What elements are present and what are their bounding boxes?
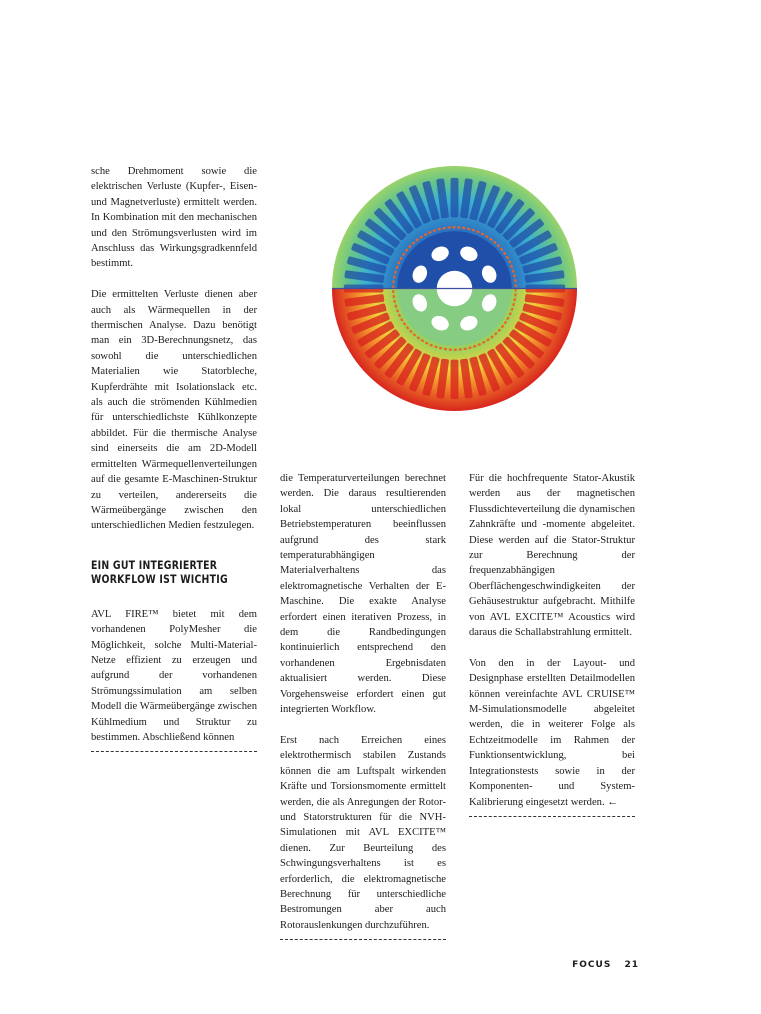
page-footer — [572, 960, 639, 970]
paragraph: Erst nach Erreichen eines elektrothermisch stabilen Zustands können die am Luftspalt wirkenden Kräfte und Torsionsmomente ermittelt werden, die als Anregungen der Rotor- und Statorstrukturen für die NVH-Simulationen mit AVL EXCITE™ dienen. Zur Beurteilung des Schwingungsverhaltens ist es erforderlich, die elektromagnetische Berechnung für unterschiedliche Bestromungen aber auch Rotorauslenkungen durchzuführen. — [280, 734, 446, 931]
column-end-rule — [469, 816, 635, 817]
footer-section: FOCUS — [572, 960, 612, 970]
section-heading: EIN GUT INTEGRIERTER WORKFLOW IST WICHTIG — [91, 557, 228, 587]
column-end-rule — [280, 939, 446, 940]
motor-simulation-figure — [331, 165, 578, 412]
text-column-2 — [280, 471, 446, 940]
paragraph: sche Drehmoment sowie die elektrischen Verluste (Kupfer-, Eisen- und Magnetverluste) ermittelt werden. In Kombination mit den mechanischen und den Strömungsverlusten wird im Anschluss das Wirkungsgradkennfeld bestimmt. — [91, 166, 257, 270]
stator-slot — [451, 178, 459, 218]
page-number: 21 — [624, 960, 639, 970]
paragraph: Für die hochfrequente Stator-Akustik werden aus der magnetischen Flussdichteverteilung die dynamischen Zahnkräfte und -momente abgeleitet. Diese werden auf die Stator-Struktur zur Berechnung der frequenzabhängigen Oberflächengeschwindigkeiten der Gehäusestruktur aufgebracht. Mithilfe von AVL EXCITE™ Acoustics wird daraus die Schallabstrahlung ermittelt. — [469, 473, 635, 639]
stator-slot — [451, 360, 459, 400]
text-column-1 — [91, 164, 257, 752]
paragraph: die Temperaturverteilungen berechnet werden. Die daraus resultierenden lokal unterschiedlichen Betriebstemperaturen beeinflussen aufgrund des stark temperaturabhängigen Materialverhaltens das elektromagnetische Verhalten der E-Maschine. Die exakte Analyse erfordert einen iterativen Prozess, in dem die Randbedingungen kontinuierlich entsprechend den vorhandenen Ergebnisdaten aktualisiert werden. Diese Vorgehensweise erfordert einen gut integrierten Workflow. — [280, 473, 446, 716]
column-end-rule — [91, 751, 257, 752]
paragraph: Die ermittelten Verluste dienen aber auch als Wärmequellen in der thermischen Analyse. Dazu benötigt man ein 3D-Berechnungsnetz, das sowohl die unterschiedlichen Materialien wie Statorbleche, Kupferdrähte mit Isolationslack etc. als auch die strömenden Kühlmedien für unterschiedlichste Kühlkonzepte abbildet. Für die thermische Analyse sind einerseits die am 2D-Modell ermittelten Wärmequellenverteilungen auf die gesamte E-Maschinen-Struktur zu verteilen, andererseits die Wärmeübergänge zwischen den unterschiedlichen Medien festzulegen. — [91, 289, 257, 532]
text-column-3 — [469, 471, 635, 817]
paragraph: AVL FIRE™ bietet mit dem vorhandenen PolyMesher die Möglichkeit, solche Multi-Material-Netze effizient zu erzeugen und aufgrund der vorhandenen Strömungssimulation am selben Modell die Wärmeübergänge zwischen Kühlmedium und Struktur zu bestimmen. Abschließend können — [91, 608, 257, 743]
paragraph: Von den in der Layout- und Designphase erstellten Detailmodellen können vereinfachte AVL CRUISE™ M-Simulationsmodelle abgeleitet werden, die in weiterer Folge als Echtzeitmodelle im Rahmen der Funktionsentwicklung, bei Integrationstests sowie in der Komponenten- und System-Kalibrierung eingesetzt werden. ← — [469, 657, 635, 808]
